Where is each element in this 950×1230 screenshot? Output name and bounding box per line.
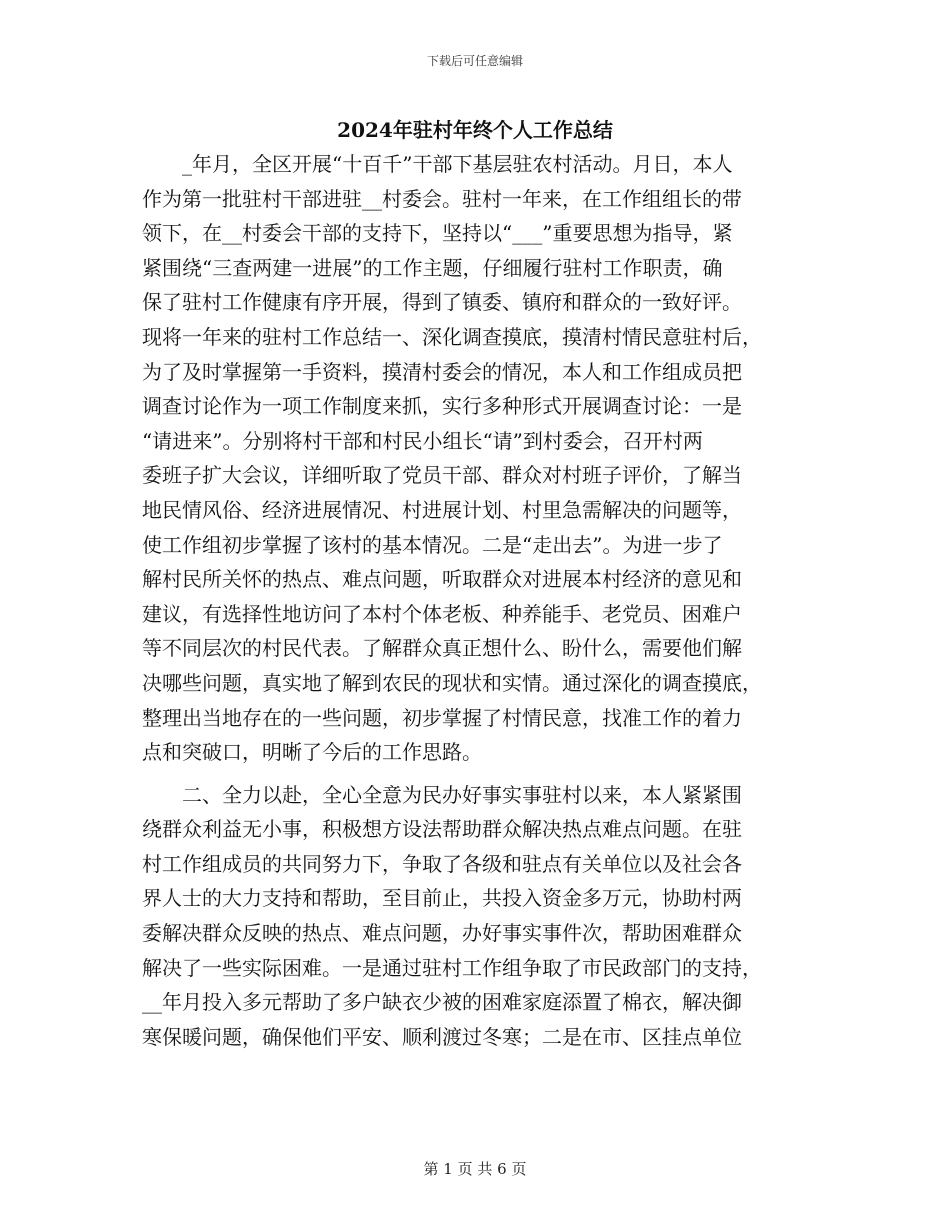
text-line: 建议，有选择性地访问了本村个体老板、种养能手、老党员、困难户 bbox=[142, 601, 742, 626]
text-line: 决哪些问题，真实地了解到农民的现状和实情。通过深化的调查摸底， bbox=[142, 670, 762, 695]
text-line: 紧围绕“三查两建一进展”的工作主题，仔细履行驻村工作职责，确 bbox=[142, 255, 723, 280]
text-line: 作为第一批驻村干部进驻__村委会。驻村一年来，在工作组组长的带 bbox=[142, 186, 742, 211]
text-line: 领下，在__村委会干部的支持下，坚持以“___”重要思想为指导，紧 bbox=[142, 221, 733, 246]
text-line: 调查讨论作为一项工作制度来抓，实行多种形式开展调查讨论：一是 bbox=[142, 394, 742, 419]
text-line: 委班子扩大会议，详细听取了党员干部、群众对村班子评价，了解当 bbox=[142, 463, 742, 488]
header-note: 下载后可任意编辑 bbox=[426, 54, 523, 68]
text-line: 界人士的大力支持和帮助，至目前止，共投入资金多万元，协助村两 bbox=[142, 886, 742, 911]
text-line: 保了驻村工作健康有序开展，得到了镇委、镇府和群众的一致好评。 bbox=[142, 290, 742, 315]
document-title: 2024年驻村年终个人工作总结 bbox=[337, 118, 613, 142]
text-line: 解村民所关怀的热点、难点问题，听取群众对进展本村经济的意见和 bbox=[142, 567, 742, 592]
text-line: 现将一年来的驻村工作总结一、深化调查摸底，摸清村情民意驻村后， bbox=[142, 324, 762, 349]
text-line: 二、全力以赴，全心全意为民办好事实事驻村以来，本人紧紧围 bbox=[182, 782, 742, 807]
document-body bbox=[142, 147, 812, 1054]
page-number: 第 1 页 共 6 页 bbox=[423, 1160, 527, 1178]
text-line: 地民情风俗、经济进展情况、村进展计划、村里急需解决的问题等， bbox=[142, 497, 742, 522]
paragraph-1 bbox=[142, 147, 812, 770]
text-line: 使工作组初步掌握了该村的基本情况。二是“走出去”。为进一步了 bbox=[142, 532, 723, 557]
text-line: _年月，全区开展“十百千”干部下基层驻农村活动。月日，本人 bbox=[182, 152, 733, 176]
text-line: 寒保暖问题，确保他们平安、顺利渡过冬寒；二是在市、区挂点单位 bbox=[142, 1024, 742, 1049]
text-line: 等不同层次的村民代表。了解群众真正想什么、盼什么，需要他们解 bbox=[142, 636, 742, 661]
text-line: 绕群众利益无小事，积极想方设法帮助群众解决热点难点问题。在驻 bbox=[142, 817, 742, 842]
text-line: 村工作组成员的共同努力下，争取了各级和驻点有关单位以及社会各 bbox=[142, 851, 742, 876]
text-line: 点和突破口，明晰了今后的工作思路。 bbox=[142, 740, 482, 765]
text-line: 解决了一些实际困难。一是通过驻村工作组争取了市民政部门的支持， bbox=[142, 955, 762, 980]
paragraph-gap bbox=[142, 770, 812, 778]
text-line: 委解决群众反映的热点、难点问题，办好事实事件次，帮助困难群众 bbox=[142, 921, 742, 946]
text-line: 为了及时掌握第一手资料，摸清村委会的情况，本人和工作组成员把 bbox=[142, 359, 742, 384]
text-line: “请进来”。分别将村干部和村民小组长“请”到村委会，召开村两 bbox=[142, 428, 703, 453]
paragraph-2 bbox=[142, 778, 812, 1055]
text-line: __年月投入多元帮助了多户缺衣少被的困难家庭添置了棉衣，解决御 bbox=[142, 990, 742, 1015]
text-line: 整理出当地存在的一些问题，初步掌握了村情民意，找准工作的着力 bbox=[142, 705, 742, 730]
